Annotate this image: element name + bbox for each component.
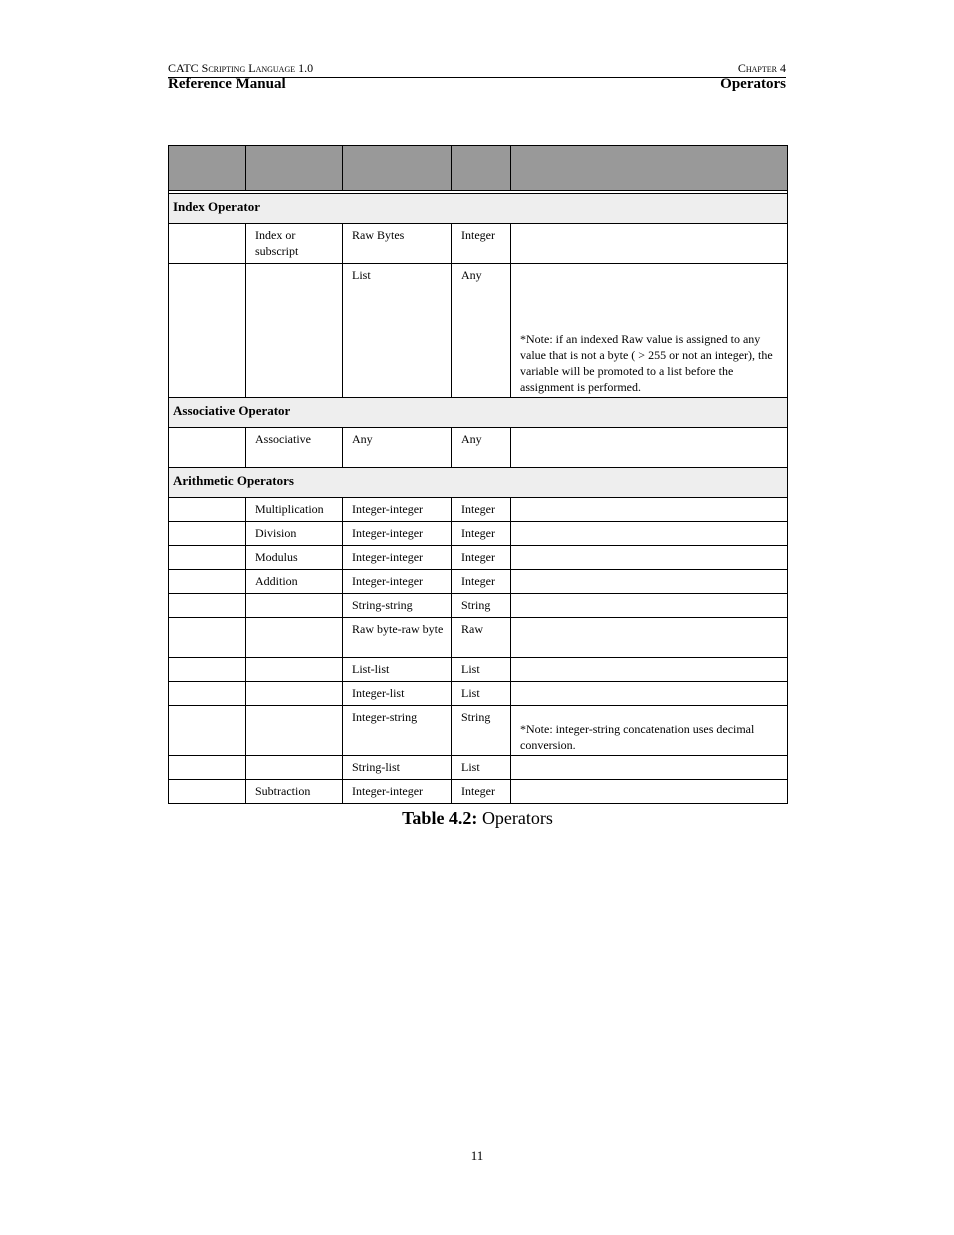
- header-cell: [511, 146, 788, 191]
- running-header-bottom: [168, 76, 786, 93]
- result-cell: Any: [452, 264, 511, 398]
- table-header-row: [169, 146, 788, 191]
- running-header-top: [168, 61, 786, 76]
- table-row: [169, 682, 788, 706]
- table-row: [169, 428, 788, 468]
- table-caption: [168, 808, 787, 829]
- table-row: [169, 756, 788, 780]
- result-cell: List: [452, 756, 511, 780]
- result-cell: List: [452, 682, 511, 706]
- result-cell: List: [452, 658, 511, 682]
- note-cell: *Note: integer-string concatenation uses decimal conversion.: [511, 706, 788, 756]
- header-cell: [246, 146, 343, 191]
- manual-title: CATC Scripting Language 1.0: [168, 61, 314, 75]
- section-arithmetic-operators: Arithmetic Operators: [169, 468, 788, 498]
- table-row: [169, 498, 788, 522]
- operand-cell: Integer-integer: [343, 546, 452, 570]
- operator-cell: Index or subscript: [246, 224, 343, 264]
- result-cell: Any: [452, 428, 511, 468]
- operand-cell: Integer-integer: [343, 522, 452, 546]
- header-cell: [343, 146, 452, 191]
- section-index-operator: Index Operator: [169, 194, 788, 224]
- table-row: [169, 618, 788, 658]
- result-cell: Integer: [452, 498, 511, 522]
- result-cell: Integer: [452, 522, 511, 546]
- caption-label: Table 4.2:: [402, 808, 478, 828]
- chapter-label: Chapter 4: [737, 61, 786, 75]
- table-row: [169, 264, 788, 398]
- operator-cell: Addition: [246, 570, 343, 594]
- operand-cell: String-string: [343, 594, 452, 618]
- section-associative-operator: Associative Operator: [169, 398, 788, 428]
- result-cell: Integer: [452, 546, 511, 570]
- result-cell: String: [452, 706, 511, 756]
- manual-subtitle: Reference Manual: [168, 76, 286, 92]
- chapter-title: Operators: [720, 76, 786, 92]
- table-row: [169, 546, 788, 570]
- operand-cell: Raw byte-raw byte: [343, 618, 452, 658]
- operand-cell: Integer-integer: [343, 498, 452, 522]
- table-row: [169, 224, 788, 264]
- table-row: [169, 706, 788, 756]
- operand-cell: List-list: [343, 658, 452, 682]
- result-cell: Integer: [452, 570, 511, 594]
- operator-cell: Division: [246, 522, 343, 546]
- operator-cell: Multiplication: [246, 498, 343, 522]
- table-row: [169, 594, 788, 618]
- table-row: [169, 780, 788, 804]
- operand-cell: Any: [343, 428, 452, 468]
- table-row: [169, 658, 788, 682]
- operator-cell: Subtraction: [246, 780, 343, 804]
- operator-cell: Associative: [246, 428, 343, 468]
- result-cell: Raw: [452, 618, 511, 658]
- result-cell: Integer: [452, 780, 511, 804]
- page-number: 11: [470, 1148, 484, 1163]
- table-row: [169, 570, 788, 594]
- operand-cell: Integer-integer: [343, 780, 452, 804]
- result-cell: Integer: [452, 224, 511, 264]
- operand-cell: List: [343, 264, 452, 398]
- header-cell: [452, 146, 511, 191]
- caption-text: Operators: [481, 808, 553, 828]
- note-cell: *Note: if an indexed Raw value is assigned to any value that is not a byte ( > 255 or not an integer), the variable will be promoted to a list before the assignment is performed.: [511, 264, 788, 398]
- header-cell: [169, 146, 246, 191]
- operand-cell: Integer-list: [343, 682, 452, 706]
- operand-cell: Integer-integer: [343, 570, 452, 594]
- operators-table: [168, 145, 788, 804]
- operand-cell: String-list: [343, 756, 452, 780]
- operand-cell: Raw Bytes: [343, 224, 452, 264]
- operator-cell: Modulus: [246, 546, 343, 570]
- result-cell: String: [452, 594, 511, 618]
- table-row: [169, 522, 788, 546]
- operand-cell: Integer-string: [343, 706, 452, 756]
